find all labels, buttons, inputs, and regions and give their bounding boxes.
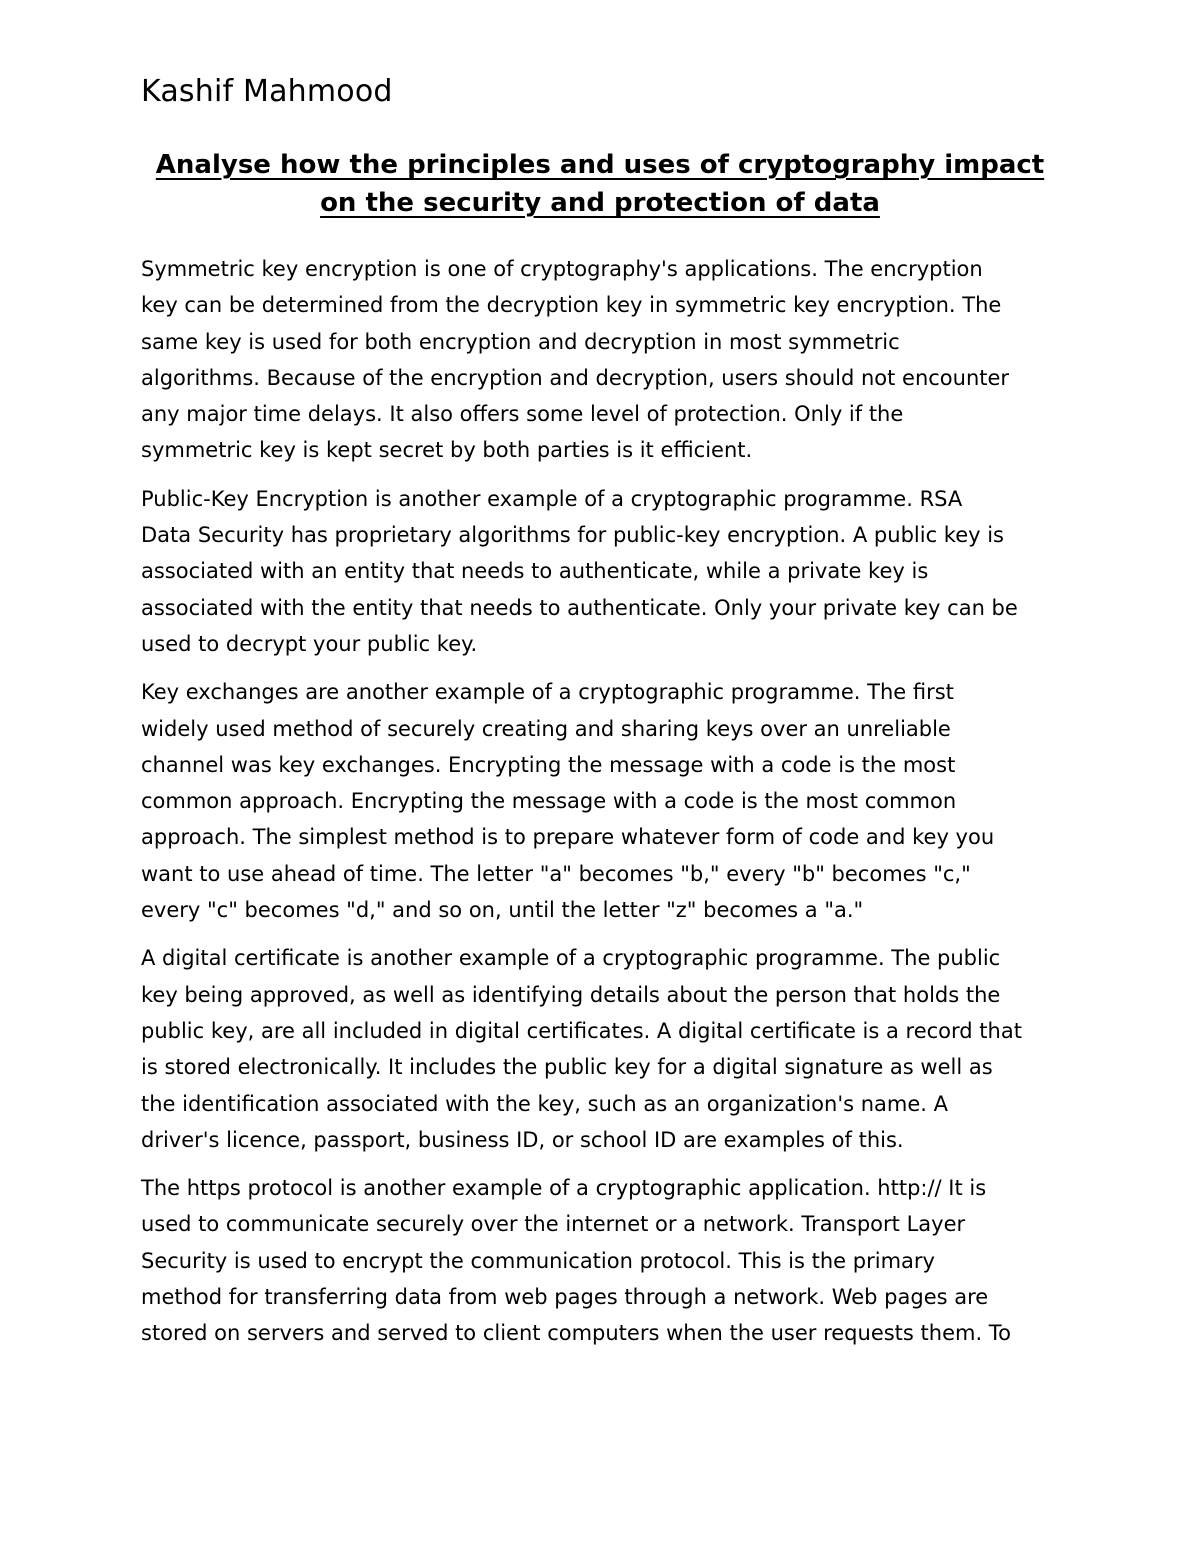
title-line: on the security and protection of data	[320, 188, 880, 218]
paragraph-line: Symmetric key encryption is one of cryptography's applications. The encryption	[141, 257, 983, 281]
paragraph-line: public key, are all included in digital certificates. A digital certificate is a record that	[141, 1018, 1022, 1043]
paragraph-line: any major time delays. It also offers some level of protection. Only if the	[141, 402, 904, 427]
paragraph-line: common approach. Encrypting the message with a code is the most common	[141, 789, 957, 814]
paragraph-line: widely used method of securely creating and sharing keys over an unreliable	[141, 716, 951, 741]
paragraph-line: key can be determined from the decryption key in symmetric key encryption. The	[141, 293, 1002, 318]
paragraph-public-key	[141, 481, 1071, 662]
paragraph-line: used to decrypt your public key.	[141, 631, 478, 656]
paragraph-https-protocol	[141, 1170, 1071, 1351]
author-name: Kashif Mahmood	[141, 74, 393, 109]
paragraph-line: Security is used to encrypt the communication protocol. This is the primary	[141, 1248, 935, 1273]
paragraph-line: every "c" becomes "d," and so on, until the letter "z" becomes a "a."	[141, 898, 864, 923]
paragraph-line: approach. The simplest method is to prepare whatever form of code and key you	[141, 825, 995, 850]
paragraph-digital-certificate	[141, 940, 1071, 1158]
paragraph-line: method for transferring data from web pages through a network. Web pages are	[141, 1285, 989, 1310]
paragraph-line: Key exchanges are another example of a cryptographic programme. The first	[141, 680, 954, 705]
paragraph-line: stored on servers and served to client computers when the user requests them. To	[141, 1321, 1011, 1346]
paragraph-symmetric-key	[141, 251, 1071, 469]
paragraph-line: is stored electronically. It includes the public key for a digital signature as well as	[141, 1055, 993, 1080]
document-title	[141, 146, 1059, 222]
document-body	[141, 251, 1071, 1364]
paragraph-line: symmetric key is kept secret by both parties is it efficient.	[141, 438, 753, 463]
paragraph-line: The https protocol is another example of a cryptographic application. http:// It is	[141, 1176, 987, 1201]
paragraph-line: channel was key exchanges. Encrypting the message with a code is the most	[141, 752, 956, 777]
title-line: Analyse how the principles and uses of cryptography impact	[155, 150, 1045, 180]
paragraph-line: associated with an entity that needs to authenticate, while a private key is	[141, 559, 929, 584]
paragraph-line: the identification associated with the key, such as an organization's name. A	[141, 1091, 948, 1116]
paragraph-line: same key is used for both encryption and decryption in most symmetric	[141, 329, 900, 354]
paragraph-line: used to communicate securely over the internet or a network. Transport Layer	[141, 1212, 966, 1237]
paragraph-line: associated with the entity that needs to authenticate. Only your private key can be	[141, 595, 1018, 620]
paragraph-line: Data Security has proprietary algorithms for public-key encryption. A public key is	[141, 523, 1004, 548]
paragraph-line: driver's licence, passport, business ID, or school ID are examples of this.	[141, 1127, 904, 1152]
paragraph-line: Public-Key Encryption is another example of a cryptographic programme. RSA	[141, 486, 963, 511]
paragraph-line: key being approved, as well as identifying details about the person that holds the	[141, 982, 1001, 1007]
paragraph-line: A digital certificate is another example of a cryptographic programme. The public	[141, 946, 1001, 971]
paragraph-line: want to use ahead of time. The letter "a" becomes "b," every "b" becomes "c,"	[141, 861, 971, 886]
paragraph-key-exchanges	[141, 674, 1071, 928]
paragraph-line: algorithms. Because of the encryption and decryption, users should not encounter	[141, 365, 1010, 390]
